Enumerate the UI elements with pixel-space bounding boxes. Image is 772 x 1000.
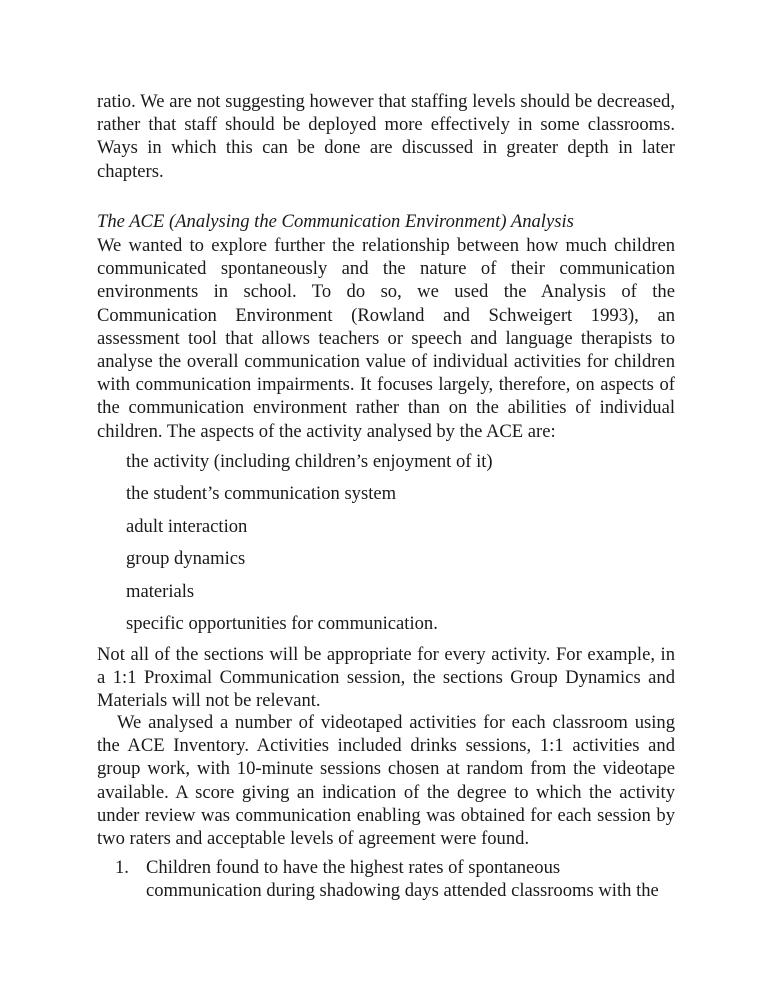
paragraph-text: Not all of the sections will be appropriate for every activity. For example, in a 1:1 Proximal Communication session, the sections Group Dynamics and Materials will not be relevant. bbox=[97, 644, 675, 712]
paragraph-text: We analysed a number of videotaped activities for each classroom using the ACE Inventory. Activities included drinks sessions, 1:1 activities and group work, with 10-minute sessions chosen at random from the videotape available. A score giving an indication of the degree to which the activity under review was communication enabling was obtained for each session by two raters and acceptable levels of agreement were found. bbox=[97, 712, 675, 850]
list-item: adult interaction bbox=[126, 515, 248, 537]
section-heading: The ACE (Analysing the Communication Environment) Analysis bbox=[97, 211, 574, 232]
paragraph-staffing bbox=[97, 90, 675, 183]
paragraph-videotaped bbox=[97, 711, 675, 850]
list-item: group dynamics bbox=[126, 548, 246, 570]
paragraph-text: We wanted to explore further the relationship between how much children communicated spontaneously and the nature of their communication environments in school. To do so, we used the Analysis of the Communication Environment (Rowland and Schweigert 1993), an assessment tool that allows teachers or speech and language therapists to analyse the overall communication value of individual activities for children with communication impairments. It focuses largely, therefore, on aspects of the communication environment rather than on the abilities of individual children. The aspects of the activity analysed by the ACE are: bbox=[97, 235, 675, 442]
list-item: the student’s communication system bbox=[126, 483, 397, 505]
list-number: 1. bbox=[115, 857, 129, 878]
paragraph-sections bbox=[97, 643, 675, 713]
list-item: materials bbox=[126, 580, 195, 602]
list-item: the activity (including children’s enjoyment of it) bbox=[126, 451, 493, 472]
list-item-text: Children found to have the highest rates of spontaneous communication during shadowing days attended classrooms with the bbox=[146, 857, 659, 902]
numbered-list-item bbox=[115, 856, 675, 902]
paragraph-ace-intro bbox=[97, 234, 675, 443]
aspects-list bbox=[126, 450, 493, 644]
list-item: specific opportunities for communication. bbox=[126, 612, 438, 634]
paragraph-text: ratio. We are not suggesting however that staffing levels should be decreased, rather that staff should be deployed more effectively in some classrooms. Ways in which this can be done are discussed in greater depth in later chapters. bbox=[97, 91, 675, 182]
